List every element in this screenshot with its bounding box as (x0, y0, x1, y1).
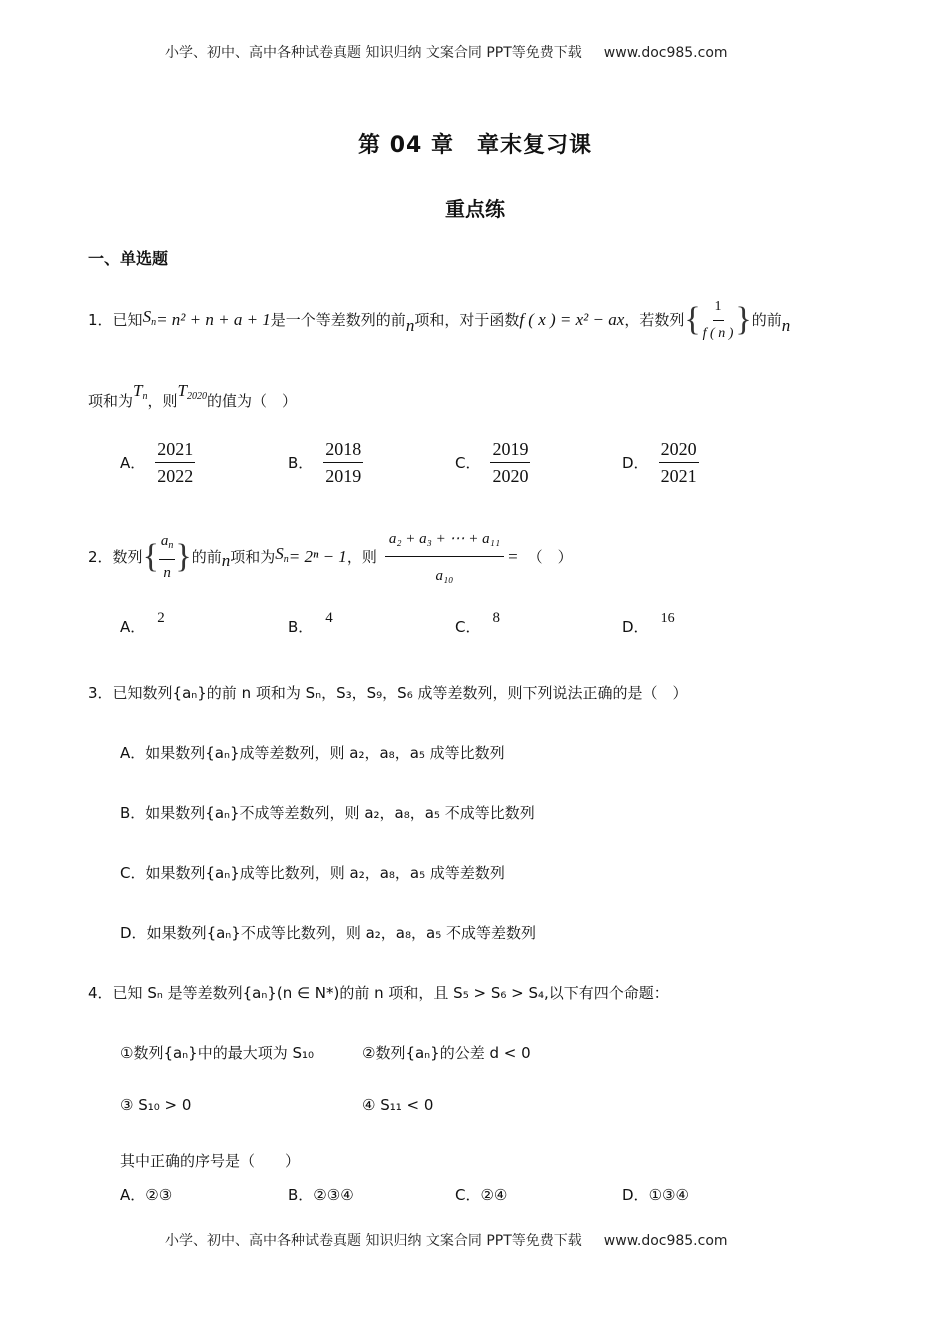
q4-ask: 其中正确的序号是（ ） (120, 1152, 301, 1170)
option-value: ②③④ (313, 1186, 354, 1204)
question-2-stem (88, 522, 573, 592)
option-label: A． (120, 454, 146, 472)
q4-option-d[interactable] (622, 1184, 689, 1205)
footer-site-link[interactable]: www.doc985.com (603, 1233, 728, 1249)
q4-proposition-4: ④ S₁₁ < 0 (362, 1096, 434, 1114)
q1-text-1: 已知 (112, 311, 143, 329)
q3-text: 已知数列{aₙ}的前 n 项和为 Sₙ，S₃，S₉，S₆ 成等差数列，则下列说法正确的是（ ） (112, 684, 688, 702)
q1-t2020: $T_{2020}$ (177, 381, 207, 402)
question-1-stem (88, 300, 790, 340)
q1-formula: = n² + n + a + 1 (156, 310, 271, 329)
page-title: 第 04 章 章末复习课 (358, 133, 592, 158)
question-1-stem-2 (88, 381, 297, 418)
q2-number: 2． (88, 548, 113, 566)
option-label: D． (622, 454, 649, 472)
q1-text-3: 项和，对于函数 (414, 311, 520, 329)
q2-equals: = (508, 547, 518, 566)
option-fraction: $\frac{2020}{2021}$ (660, 439, 697, 486)
option-label: C． (120, 864, 146, 882)
right-brace-icon: } (735, 301, 752, 338)
q1-text-2: 是一个等差数列的前 (270, 311, 406, 329)
q2-option-d[interactable] (622, 611, 675, 637)
q1-text-8: 的值为（ ） (206, 392, 297, 410)
q3-option-d[interactable] (120, 922, 536, 943)
option-label: B． (288, 1186, 314, 1204)
q1-n: n (405, 316, 415, 335)
option-label: D． (622, 1186, 649, 1204)
q2-text-3: 项和为 (230, 548, 276, 566)
q2-text-1: 数列 (112, 548, 143, 566)
section-heading: 一、单选题 (88, 249, 169, 268)
q1-option-c[interactable] (455, 438, 530, 487)
page-subtitle: 重点练 (445, 197, 505, 221)
option-label: A． (120, 1186, 146, 1204)
q1-number: 1． (88, 311, 113, 329)
q3-option-a[interactable] (120, 742, 505, 763)
option-label: A． (120, 744, 146, 762)
q3-number: 3． (88, 684, 113, 702)
option-fraction: $\frac{2021}{2022}$ (157, 439, 194, 486)
q3-option-c[interactable] (120, 862, 505, 883)
option-label: B． (120, 804, 146, 822)
option-label: B． (288, 618, 314, 636)
option-text: 如果数列{aₙ}不成等比数列，则 a₂，a₈，a₅ 不成等差数列 (146, 924, 536, 942)
q2-n: n (221, 551, 231, 570)
option-text: 如果数列{aₙ}成等比数列，则 a₂，a₈，a₅ 成等差数列 (145, 864, 505, 882)
q1-text-4: ，若数列 (624, 311, 685, 329)
q2-formula: = 2ⁿ − 1 (288, 547, 347, 566)
option-label: C． (455, 618, 481, 636)
option-value: 16 (660, 611, 675, 626)
q3-option-b[interactable] (120, 802, 535, 823)
q4-proposition-2: ②数列{aₙ}的公差 d < 0 (362, 1044, 531, 1062)
page-header (165, 42, 728, 62)
q4-option-b[interactable] (288, 1184, 354, 1205)
q4-proposition-1: ①数列{aₙ}中的最大项为 S₁₀ (120, 1044, 315, 1062)
left-brace-icon: { (684, 301, 701, 338)
q1-option-b[interactable] (288, 438, 363, 487)
q2-text-2: 的前 (191, 548, 222, 566)
q4-option-c[interactable] (455, 1184, 507, 1205)
option-label: C． (455, 1186, 481, 1204)
option-label: A． (120, 618, 146, 636)
q1-option-a[interactable] (120, 438, 195, 487)
option-value: 8 (492, 610, 500, 626)
q2-big-fraction: $\frac{\text{a₂ + a₃ + ⋯ + a₁₁}}{\text{a₁₀}}$ (385, 528, 504, 587)
q1-text-5: 的前 (751, 311, 782, 329)
option-fraction: $\frac{2018}{2019}$ (325, 439, 362, 486)
left-brace-icon: { (142, 538, 159, 575)
q4-text: 已知 Sₙ 是等差数列{aₙ}(n ∈ N*)的前 n 项和，且 S₅ > S₆ > S₄,以下有四个命题： (112, 984, 669, 1002)
option-value: ②④ (480, 1186, 508, 1204)
option-fraction: $\frac{2019}{2020}$ (492, 439, 529, 486)
q2-text-4: ，则 (346, 548, 377, 566)
question-3-stem (88, 682, 688, 704)
footer-text: 小学、初中、高中各种试卷真题 知识归纳 文案合同 PPT等免费下载 (165, 1233, 582, 1249)
option-label: B． (288, 454, 314, 472)
q1-function: f ( x ) = x² − ax (519, 310, 625, 329)
q2-sn: $S_n$ (275, 544, 289, 565)
q2-option-b[interactable] (288, 610, 333, 637)
q2-option-c[interactable] (455, 610, 500, 637)
option-label: D． (622, 618, 649, 636)
q4-number: 4． (88, 984, 113, 1002)
page-footer (165, 1230, 728, 1250)
q1-s: $S_n$ (142, 307, 157, 328)
q1-t: $T_n$ (133, 381, 148, 402)
q4-proposition-3: ③ S₁₀ > 0 (120, 1096, 192, 1114)
q2-option-a[interactable] (120, 610, 165, 637)
q2-fraction: $\frac{a_n}{n}$ (159, 530, 176, 584)
q1-text-7: ，则 (147, 392, 178, 410)
option-text: 如果数列{aₙ}成等差数列，则 a₂，a₈，a₅ 成等比数列 (145, 744, 505, 762)
option-label: D． (120, 924, 147, 942)
q1-fraction: $\frac{1}{f ( n )}$ (701, 296, 736, 345)
q1-option-d[interactable] (622, 438, 699, 487)
option-label: C． (455, 454, 481, 472)
q2-paren: （ ） (527, 548, 573, 566)
option-value: 4 (325, 610, 333, 626)
question-4-stem (88, 982, 669, 1004)
right-brace-icon: } (175, 538, 192, 575)
q1-n-2: n (781, 316, 791, 335)
option-value: ②③ (145, 1186, 173, 1204)
q1-text-6: 项和为 (88, 392, 134, 410)
header-site-link[interactable]: www.doc985.com (603, 45, 728, 61)
q4-option-a[interactable] (120, 1184, 172, 1205)
header-text: 小学、初中、高中各种试卷真题 知识归纳 文案合同 PPT等免费下载 (165, 45, 582, 61)
option-value: 2 (157, 610, 165, 626)
option-value: ①③④ (648, 1186, 689, 1204)
option-text: 如果数列{aₙ}不成等差数列，则 a₂，a₈，a₅ 不成等比数列 (145, 804, 535, 822)
